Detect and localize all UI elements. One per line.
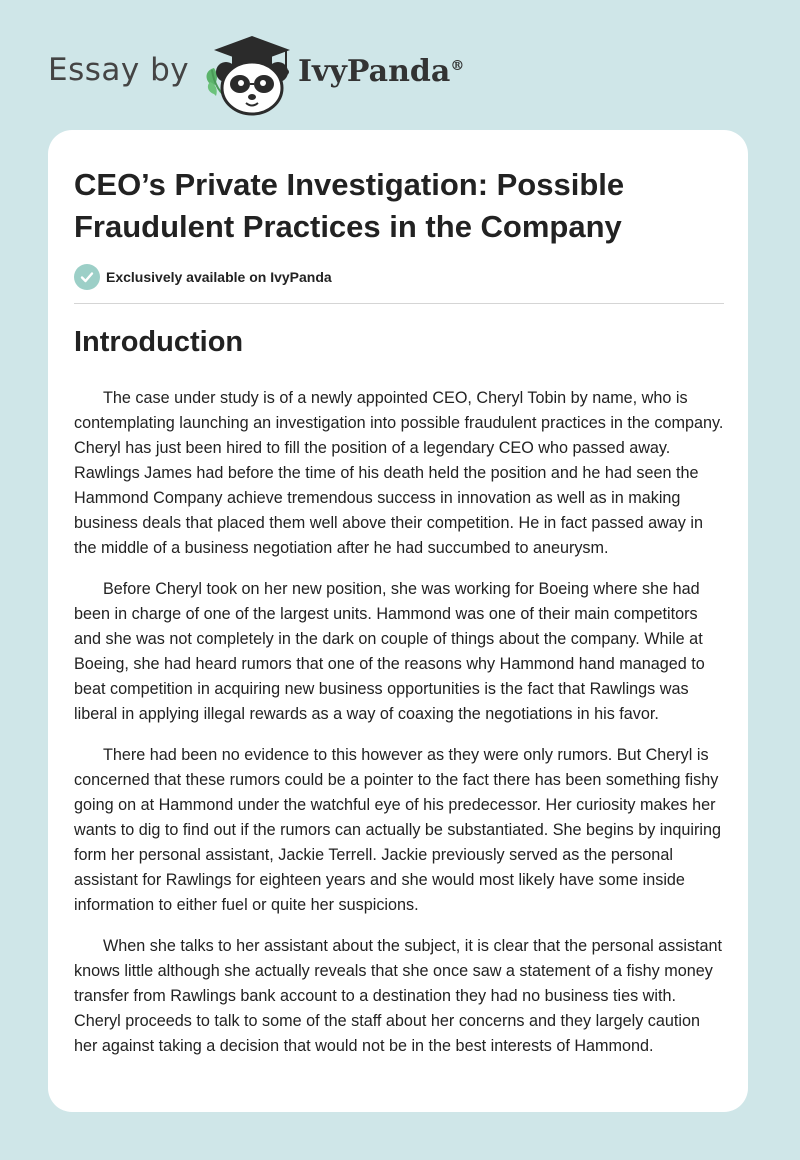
exclusive-badge xyxy=(74,264,332,290)
divider xyxy=(74,303,724,304)
essay-by-label: Essay by xyxy=(48,52,190,88)
registered-mark: ® xyxy=(450,58,465,74)
essay-title: CEO’s Private Investigation: Possible Fraudulent Practices in the Company xyxy=(74,167,625,244)
site-header xyxy=(48,28,748,118)
check-icon xyxy=(74,264,100,290)
essay-body xyxy=(74,386,724,1075)
brand-logo-text[interactable] xyxy=(298,54,464,89)
paragraph: When she talks to her assistant about the subject, it is clear that the personal assistant knows little although she actually reveals that she once saw a statement of a fishy money transfer from Rawlings bank account to a destination they had no business ties with. Cheryl proceeds to talk to some of the staff about her concerns and they largely caution her against taking a decision that would not be in the best interests of Hammond. xyxy=(74,937,723,1055)
section-heading: Introduction xyxy=(74,326,244,358)
panda-logo-icon[interactable] xyxy=(200,34,296,116)
essay-card xyxy=(48,130,748,1112)
brand-name: IvyPanda xyxy=(298,54,451,89)
paragraph: Before Cheryl took on her new position, she was working for Boeing where she had been in charge of one of the largest units. Hammond was one of their main competitors and she was not completely in the dark on couple of things about the company. While at Boeing, she had heard rumors that one of the reasons why Hammond hand managed to beat competition in acquiring new business opportunities is the fact that Rawlings was liberal in applying illegal rewards as a way of coaxing the negotiations in his favor. xyxy=(74,580,705,723)
badge-label: Exclusively available on IvyPanda xyxy=(106,269,332,285)
paragraph: There had been no evidence to this however as they were only rumors. But Cheryl is concerned that these rumors could be a pointer to the fact there has been something fishy going on at Hammond under the watchful eye of his predecessor. Her curiosity makes her wants to dig to find out if the rumors can actually be substantiated. She begins by inquiring form her personal assistant, Jackie Terrell. Jackie previously served as the personal assistant for Rawlings for eighteen years and she would most likely have some inside information to either fuel or quite her suspicions. xyxy=(74,746,721,914)
paragraph: The case under study is of a newly appointed CEO, Cheryl Tobin by name, who is contemplating launching an investigation into possible fraudulent practices in the company. Cheryl has just been hired to fill the position of a legendary CEO who passed away. Rawlings James had before the time of his death held the position and he had seen the Hammond Company achieve tremendous success in innovation as well as in making business deals that placed them well above their competition. He in fact passed away in the middle of a business negotiation after he had succumbed to aneurysm. xyxy=(74,389,724,557)
